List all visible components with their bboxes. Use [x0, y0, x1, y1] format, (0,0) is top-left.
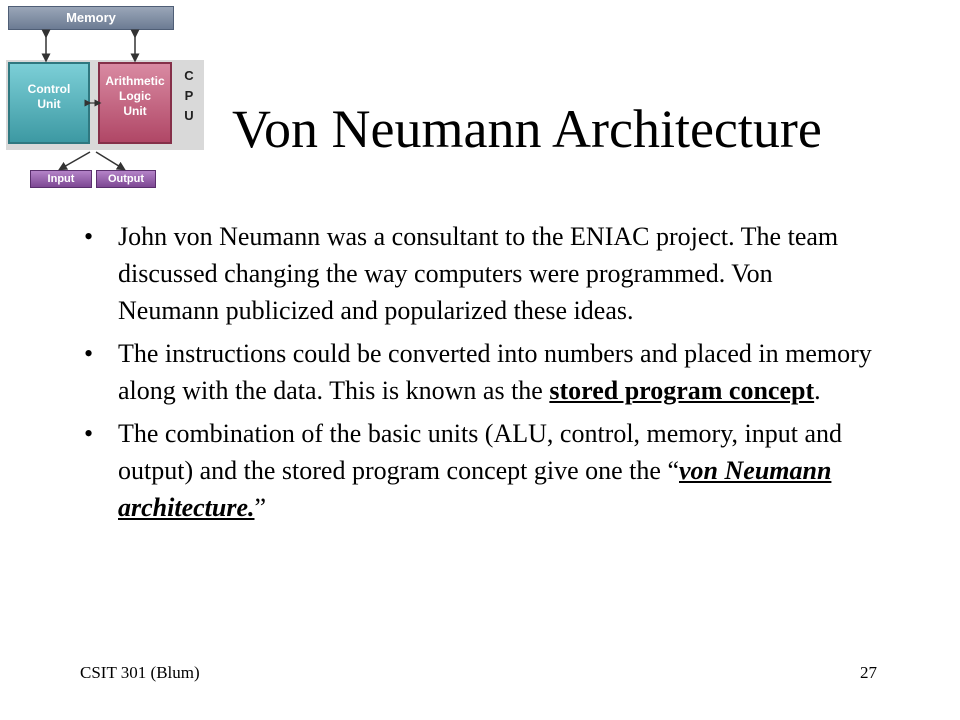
- bullet-dot: •: [84, 419, 94, 448]
- bullet-text-end: .: [814, 376, 821, 405]
- control-input-arrow: [62, 152, 90, 168]
- cpu-architecture-diagram: [0, 0, 210, 200]
- control-output-arrow: [96, 152, 122, 168]
- input-box: Input: [30, 170, 92, 188]
- bullet-text: The combination of the basic units (ALU, control, memory, input and output) and the stored program concept give one the: [118, 419, 842, 485]
- cpu-letter-u: U: [184, 108, 194, 123]
- cpu-letter-c: C: [184, 68, 194, 83]
- bullet-item-2: [80, 335, 880, 409]
- alu-label-3: Unit: [123, 104, 147, 118]
- bullet-dot: •: [84, 222, 94, 251]
- control-unit-label-2: Unit: [37, 97, 61, 111]
- footer-course: CSIT 301 (Blum): [80, 663, 200, 682]
- output-box: Output: [96, 170, 156, 188]
- slide-title: Von Neumann Architecture: [232, 99, 822, 159]
- bullet-text: The instructions could be converted into numbers and placed in memory along with the data. This is known as the: [118, 339, 872, 405]
- alu-label-2: Logic: [119, 89, 151, 103]
- footer-page-number: 27: [860, 663, 877, 682]
- key-term-von-neumann: von Neumann architecture.: [118, 456, 832, 522]
- bullet-list: [80, 218, 880, 532]
- bullet-item-3: [80, 415, 880, 526]
- memory-box: Memory: [8, 6, 174, 30]
- diagram-arrows: [0, 0, 210, 200]
- bullet-dot: •: [84, 339, 94, 368]
- key-term-stored-program: stored program concept: [549, 376, 815, 405]
- bullet-text: John von Neumann was a consultant to the ENIAC project. The team discussed changing the way computers were programmed. Von Neumann publicized and popularized these ideas.: [118, 222, 839, 325]
- cpu-letter-p: P: [184, 88, 194, 103]
- alu-label-1: Arithmetic: [105, 74, 165, 88]
- control-unit-label-1: Control: [27, 82, 71, 96]
- quote-open: “: [667, 456, 679, 485]
- quote-close: ”: [254, 493, 267, 522]
- bullet-item-1: [80, 218, 880, 329]
